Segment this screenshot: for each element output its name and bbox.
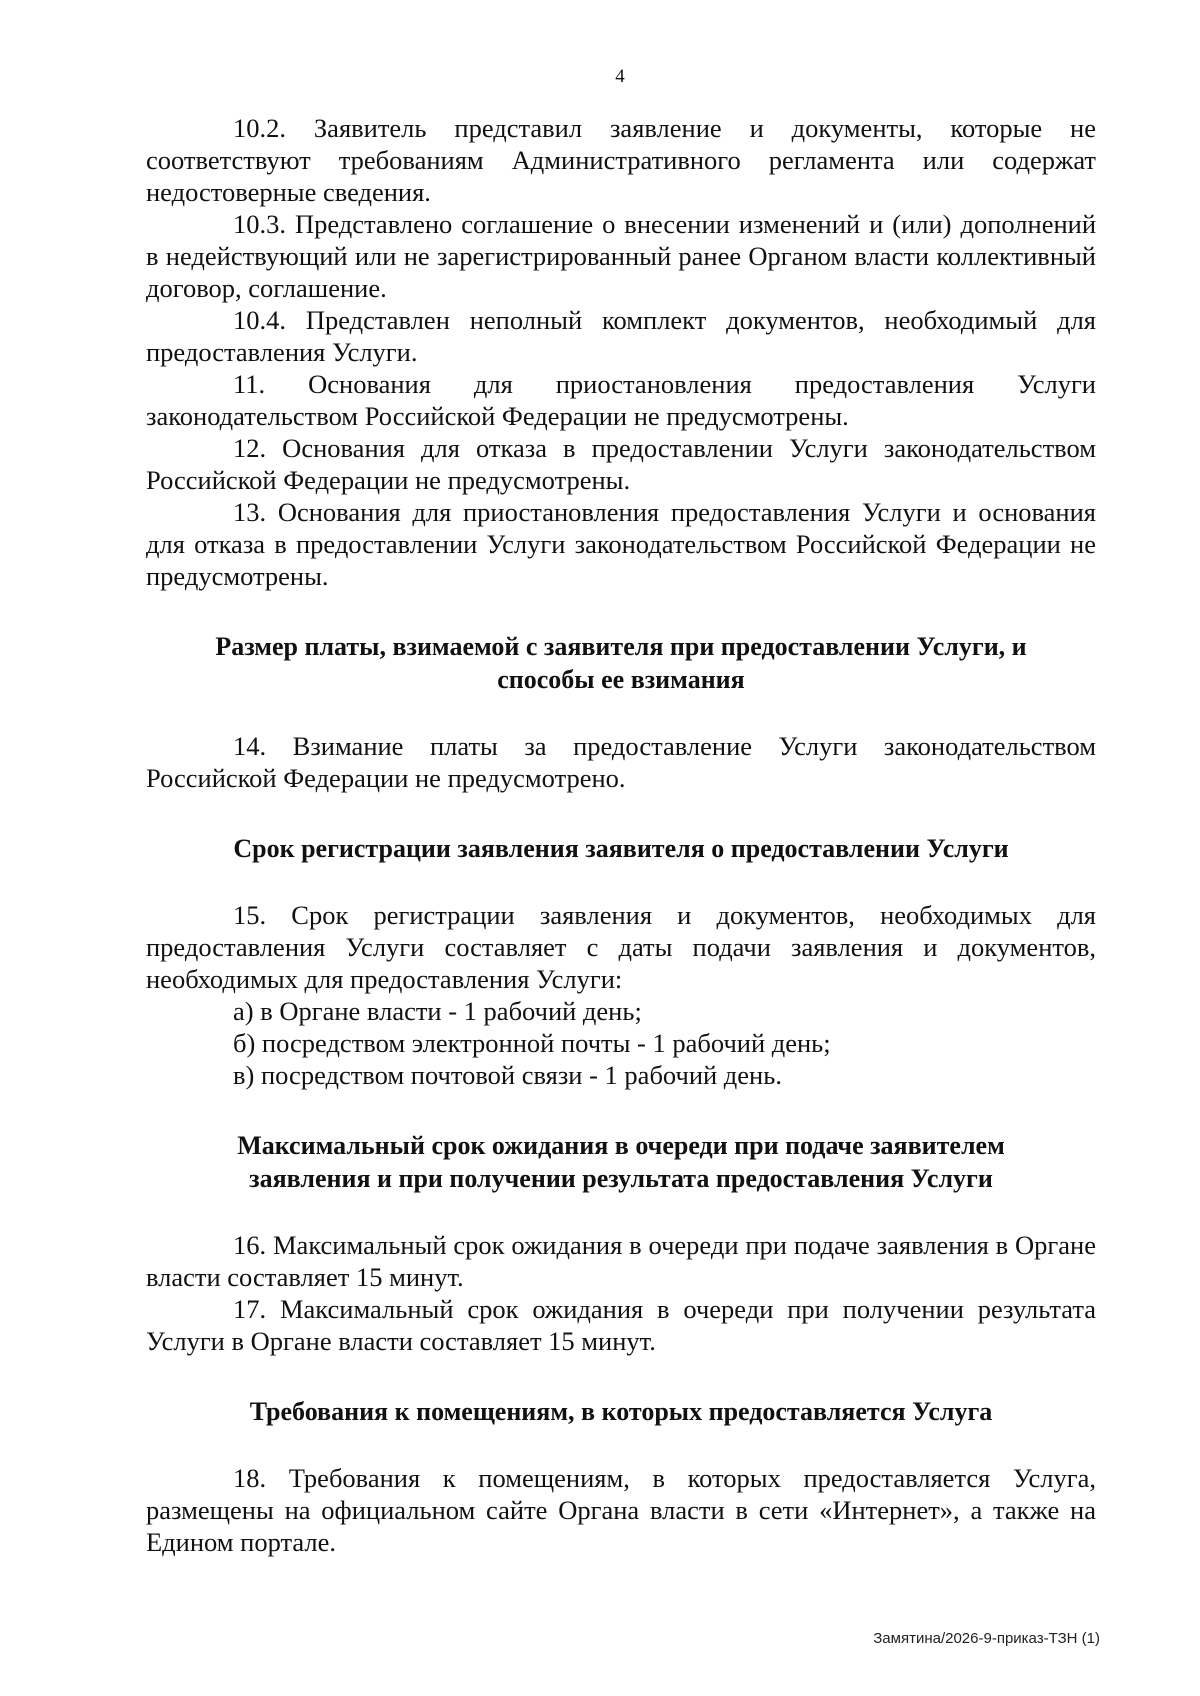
paragraph-16: 16. Максимальный срок ожидания в очереди при подаче заявления в Органе власти составляет 15 минут. [146, 1230, 1096, 1292]
page-number: 4 [615, 66, 625, 87]
paragraph-13: 13. Основания для приостановления предоставления Услуги и основания для отказа в предоставлении Услуги законодательством Российской Федерации не предусмотрены. [146, 497, 1096, 591]
paragraph-14: 14. Взимание платы за предоставление Услуги законодательством Российской Федерации не предусмотрено. [146, 731, 1096, 793]
paragraph-10-3: 10.3. Представлено соглашение о внесении изменений и (или) дополнений в недействующий или не зарегистрированный ранее Органом власти коллективный договор, соглашение. [146, 209, 1096, 303]
paragraph-12: 12. Основания для отказа в предоставлении Услуги законодательством Российской Федерации не предусмотрены. [146, 433, 1096, 495]
heading-queue-line1: Максимальный срок ожидания в очереди при подаче заявителем [237, 1131, 1005, 1160]
heading-queue [146, 1129, 1096, 1195]
list-item-c: в) посредством почтовой связи - 1 рабочий день. [233, 1060, 782, 1090]
paragraph-10-2: 10.2. Заявитель представил заявление и документы, которые не соответствуют требованиям Административного регламента или содержат недостоверные сведения. [146, 113, 1096, 207]
paragraph-10-4: 10.4. Представлен неполный комплект документов, необходимый для предоставления Услуги. [146, 305, 1096, 367]
paragraph-15: 15. Срок регистрации заявления и документов, необходимых для предоставления Услуги составляет с даты подачи заявления и документов, необходимых для предоставления Услуги: [146, 900, 1096, 994]
list-item-a: а) в Органе власти - 1 рабочий день; [233, 996, 642, 1026]
heading-queue-line2: заявления и при получении результата предоставления Услуги [249, 1164, 993, 1193]
list-item-b: б) посредством электронной почты - 1 рабочий день; [233, 1028, 831, 1058]
heading-fee [146, 630, 1096, 696]
paragraph-11: 11. Основания для приостановления предоставления Услуги законодательством Российской Федерации не предусмотрены. [146, 369, 1096, 431]
heading-premises: Требования к помещениям, в которых предоставляется Услуга [249, 1397, 993, 1426]
paragraph-18: 18. Требования к помещениям, в которых предоставляется Услуга, размещены на официальном сайте Органа власти в сети «Интернет», а также на Едином портале. [146, 1463, 1096, 1557]
paragraph-17: 17. Максимальный срок ожидания в очереди при получении результата Услуги в Органе власти составляет 15 минут. [146, 1294, 1096, 1356]
heading-fee-line2: способы ее взимания [497, 665, 745, 694]
document-body [146, 112, 1096, 1558]
heading-registration: Срок регистрации заявления заявителя о предоставлении Услуги [233, 834, 1009, 863]
heading-fee-line1: Размер платы, взимаемой с заявителя при предоставлении Услуги, и [215, 632, 1027, 661]
footer-document-code: Замятина/2026-9-приказ-ТЗН (1) [873, 1630, 1100, 1647]
